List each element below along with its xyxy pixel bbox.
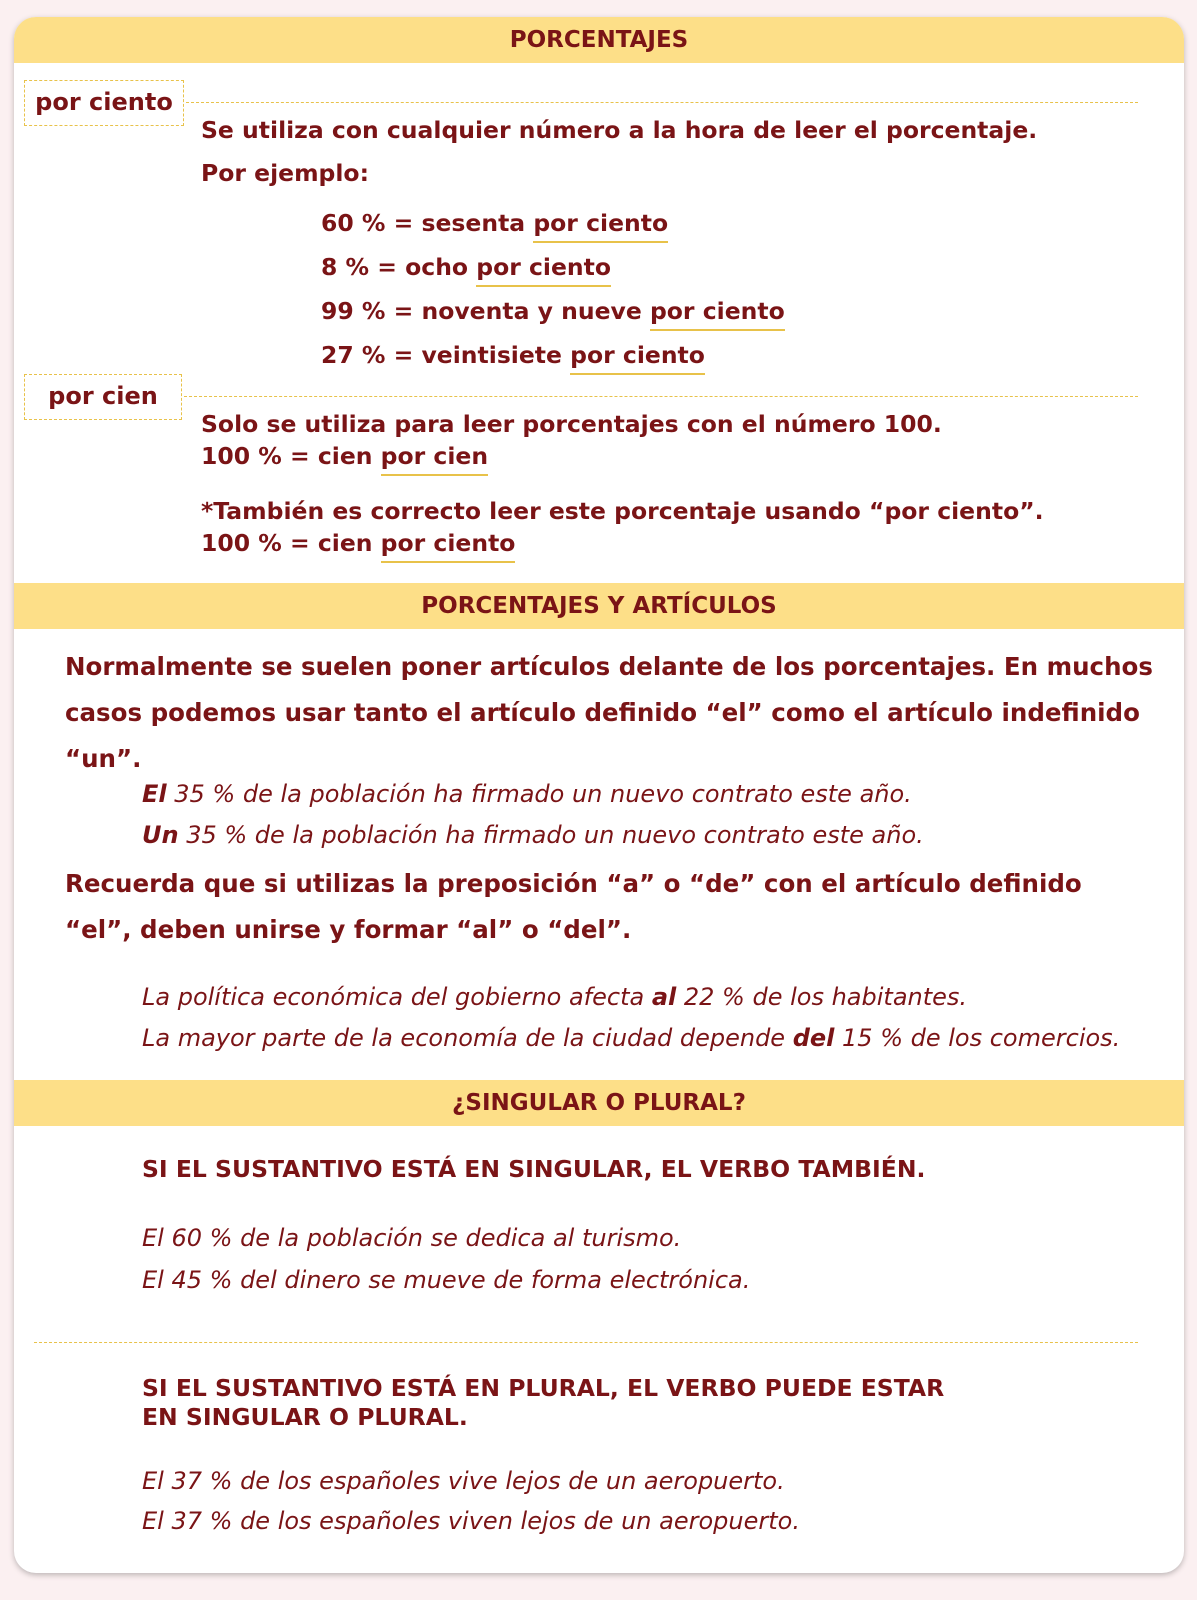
rule-heading-plural-line2: EN SINGULAR O PLURAL. — [142, 1403, 468, 1431]
rule-heading-singular: SI EL SUSTANTIVO ESTÁ EN SINGULAR, EL VERBO TAMBIÉN. — [142, 1155, 926, 1183]
grammar-card — [14, 17, 1184, 1573]
divider-dashed — [186, 102, 1138, 103]
example-text: 8 % = ocho — [321, 253, 477, 281]
example-text: La mayor parte de la economía de la ciudad depende — [142, 1024, 793, 1052]
example-text: 35 % de la población ha firmado un nuevo contrato este año. — [178, 821, 924, 849]
example-line — [321, 209, 668, 237]
example-text: 27 % = veintisiete — [321, 341, 571, 369]
divider-dashed — [34, 1342, 1138, 1343]
example-highlight: por ciento — [533, 209, 668, 243]
section-header-articulos: PORCENTAJES Y ARTÍCULOS — [14, 583, 1184, 629]
example-line: El 37 % de los españoles viven lejos de un aeropuerto. — [142, 1507, 800, 1535]
example-highlight: por ciento — [650, 297, 785, 331]
example-highlight: por cien — [381, 442, 488, 476]
example-text: 60 % = sesenta — [321, 209, 534, 237]
section-header-singular-plural: ¿SINGULAR O PLURAL? — [14, 1080, 1184, 1126]
section-header-porcentajes: PORCENTAJES — [14, 17, 1184, 63]
rule-heading-plural-line1: SI EL SUSTANTIVO ESTÁ EN PLURAL, EL VERBO PUEDE ESTAR — [142, 1374, 945, 1402]
description-por-ciento: Se utiliza con cualquier número a la hora de leer el porcentaje. — [201, 116, 1038, 144]
example-text: 100 % = cien — [201, 442, 381, 470]
example-highlight: por ciento — [476, 253, 611, 287]
example-text: La política económica del gobierno afecta — [142, 983, 652, 1011]
paragraph-contracciones: Recuerda que si utilizas la preposición “a” o “de” con el artículo definido “el”, deben unirse y formar “al” o “del”. — [65, 869, 1082, 944]
note-text: *También es correcto leer este porcentaje usando “por ciento”. — [201, 497, 1044, 525]
example-line: El 37 % de los españoles vive lejos de un aeropuerto. — [142, 1467, 785, 1495]
example-text: 35 % de la población ha firmado un nuevo contrato este año. — [166, 780, 912, 808]
example-line — [321, 297, 785, 325]
term-tag-por-cien: por cien — [24, 374, 182, 420]
example-line — [142, 821, 924, 849]
example-text: 99 % = noventa y nueve — [321, 297, 650, 325]
example-highlight: por ciento — [570, 341, 705, 375]
example-text: 100 % = cien — [201, 529, 381, 557]
article-bold: al — [651, 983, 677, 1011]
example-line — [321, 341, 705, 369]
example-line: El 60 % de la población se dedica al turismo. — [142, 1224, 682, 1252]
example-line — [142, 1024, 1120, 1052]
example-text: 15 % de los comercios. — [834, 1024, 1121, 1052]
paragraph-articulos: Normalmente se suelen poner artículos delante de los porcentajes. En muchos casos podemos usar tanto el artículo definido “el” como el artículo indefinido “un”. — [65, 652, 1153, 773]
term-tag-por-ciento: por ciento — [24, 80, 184, 126]
article-bold: Un — [142, 821, 179, 849]
example-highlight: por ciento — [381, 529, 516, 563]
example-line — [142, 983, 967, 1011]
example-line: El 45 % del dinero se mueve de forma electrónica. — [142, 1266, 751, 1294]
example-line — [201, 529, 515, 557]
example-line — [201, 442, 488, 470]
example-label: Por ejemplo: — [201, 159, 369, 187]
example-line — [321, 253, 611, 281]
description-por-cien: Solo se utiliza para leer porcentajes con el número 100. — [201, 410, 942, 438]
article-bold: El — [142, 780, 167, 808]
example-text: 22 % de los habitantes. — [676, 983, 968, 1011]
article-bold: del — [792, 1024, 835, 1052]
example-line — [142, 780, 912, 808]
divider-dashed — [184, 396, 1138, 397]
